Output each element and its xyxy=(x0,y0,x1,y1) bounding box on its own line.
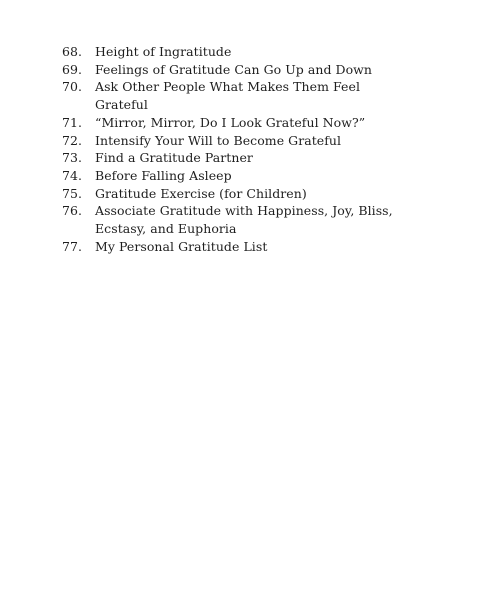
toc-entry-number: 69. xyxy=(62,61,83,77)
toc-entry-title: Find a Gratitude Partner xyxy=(95,150,253,166)
toc-entry-number: 73. xyxy=(62,150,83,166)
toc-entry-title: My Personal Gratitude List xyxy=(95,238,268,254)
toc-entry-77 xyxy=(62,238,452,256)
toc-entry-71 xyxy=(62,114,452,132)
toc-entry-title: Intensify Your Will to Become Grateful xyxy=(95,132,342,148)
toc-entry-number: 68. xyxy=(62,44,83,59)
table-of-contents xyxy=(62,43,452,255)
toc-entry-number: 76. xyxy=(62,203,83,219)
toc-entry-title: Height of Ingratitude xyxy=(95,44,232,59)
toc-entry-74 xyxy=(62,167,452,185)
toc-entry-title: “Mirror, Mirror, Do I Look Grateful Now?” xyxy=(95,114,366,130)
toc-entry-title: Feelings of Gratitude Can Go Up and Down xyxy=(95,61,373,77)
toc-entry-title: Before Falling Asleep xyxy=(95,167,232,183)
toc-entry-75 xyxy=(62,185,452,203)
toc-entry-title: Gratitude Exercise (for Children) xyxy=(95,185,307,201)
toc-entry-68 xyxy=(62,43,452,61)
toc-entry-number: 75. xyxy=(62,185,83,201)
toc-entry-72 xyxy=(62,132,452,150)
toc-entry-76 xyxy=(62,202,452,237)
toc-entry-70 xyxy=(62,78,452,113)
toc-entry-69 xyxy=(62,61,452,79)
toc-entry-number: 77. xyxy=(62,238,83,254)
toc-entry-number: 72. xyxy=(62,132,83,148)
toc-entry-title: Associate Gratitude with Happiness, Joy, Bliss, Ecstasy, and Euphoria xyxy=(95,203,393,237)
toc-entry-number: 71. xyxy=(62,114,83,130)
toc-entry-73 xyxy=(62,149,452,167)
toc-entry-number: 70. xyxy=(62,79,83,95)
toc-entry-number: 74. xyxy=(62,167,83,183)
toc-entry-title: Ask Other People What Makes Them Feel Grateful xyxy=(95,79,361,113)
